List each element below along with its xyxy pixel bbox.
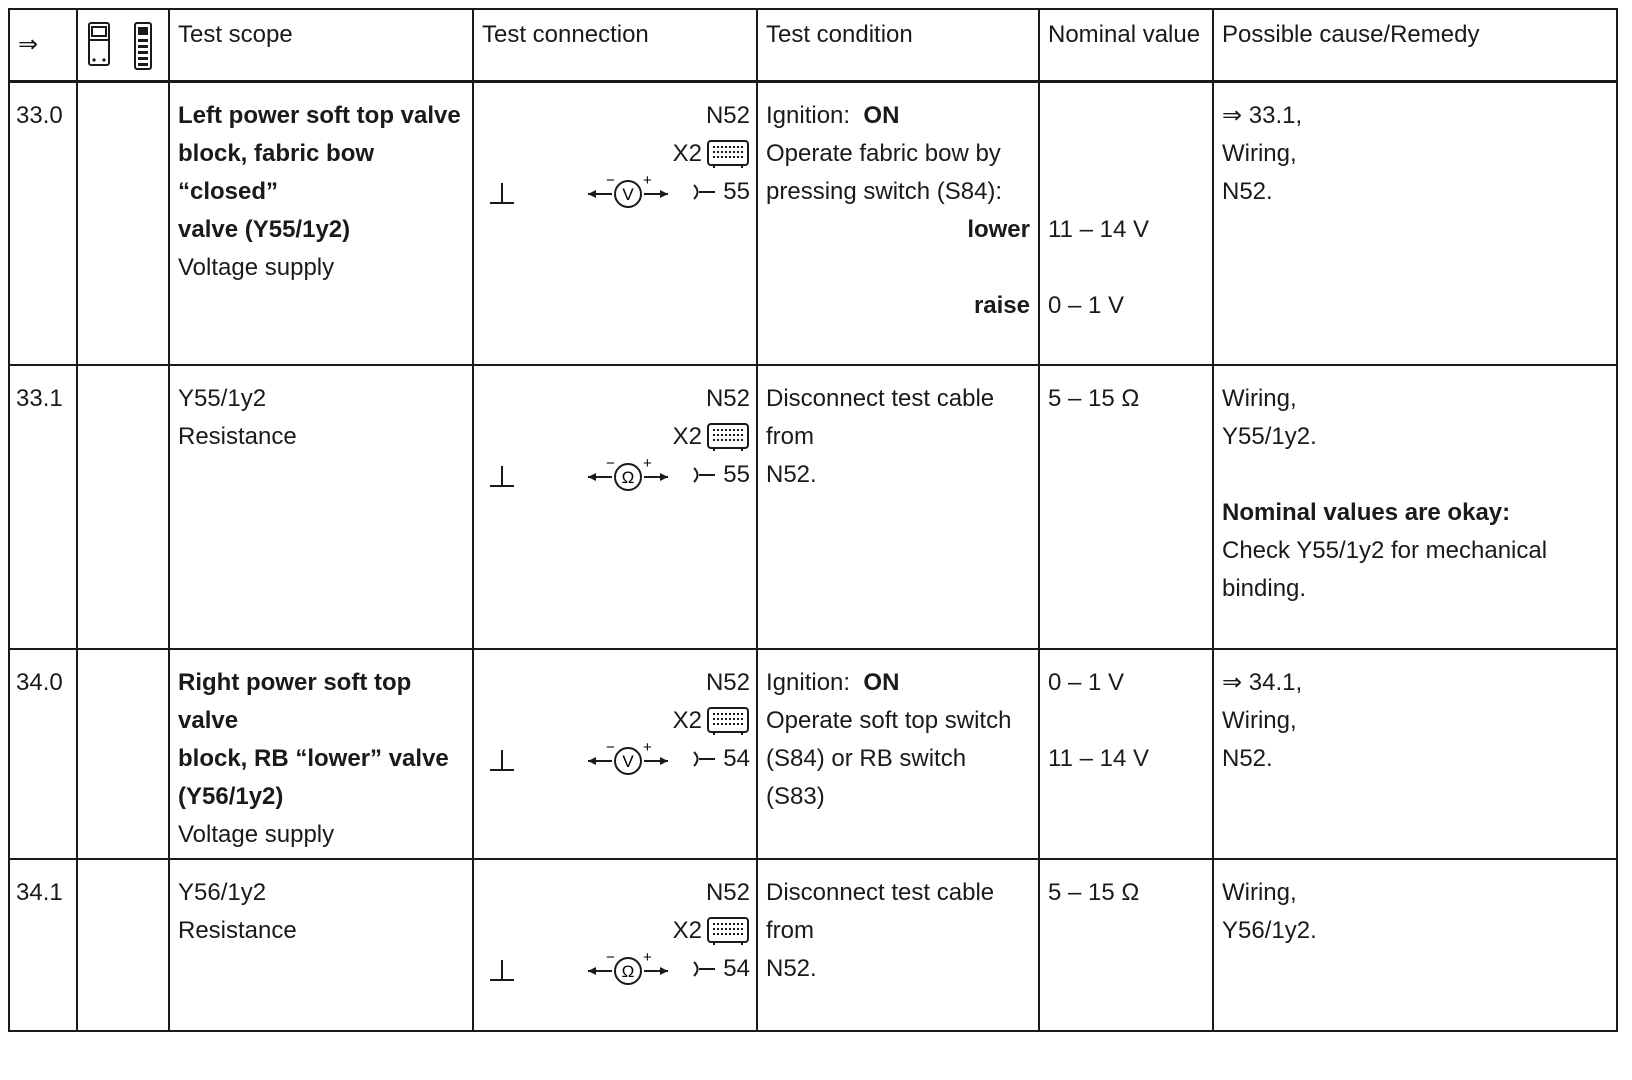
condition-line: Operate fabric bow by [766,139,1001,167]
condition-line: Disconnect test cable from [766,879,995,944]
scope-cell [169,365,473,649]
condition-line: (S84) or RB switch (S83) [766,745,967,810]
step-cell [9,649,77,859]
header-test-connection: Test connection [473,9,757,81]
condition-line: Operate soft top switch [766,707,1012,734]
scope-cell [169,81,473,365]
svg-text:+: + [643,174,652,189]
connection-cell [473,365,757,649]
nominal-value: 5 – 15 Ω [1048,385,1140,412]
remedy-line: Wiring, [1222,879,1297,906]
scope-title-line: block, RB “lower” valve [178,745,449,772]
remedy-note-heading: Nominal values are okay: [1222,499,1511,526]
nominal-cell [1039,859,1213,1031]
arrow-icon: ⇒ [18,31,39,58]
table-row [9,365,1617,649]
meter-symbol: V [622,184,634,204]
svg-text:−: − [606,952,615,966]
device-cell [77,859,169,1031]
pin-number: 55 [723,461,750,488]
scope-title-line: valve (Y55/1y2) [178,215,351,243]
module-label: N52 [705,879,750,906]
voltmeter-icon [586,175,670,211]
scope-subtitle: Resistance [178,423,297,450]
module-label: N52 [705,669,750,696]
condition-line: N52. [766,461,817,488]
nominal-value: 5 – 15 Ω [1048,879,1140,906]
remedy-line: Wiring, [1222,707,1297,734]
remedy-cell [1213,649,1617,859]
meter-symbol: Ω [621,468,635,487]
connector-label: X2 [672,917,702,944]
device-cell [77,81,169,365]
nominal-cell [1039,81,1213,365]
condition-line: N52. [766,955,817,982]
step-cell [9,81,77,365]
voltmeter-icon [586,742,670,778]
remedy-line: N52. [1222,177,1273,205]
ground-icon [488,956,516,986]
table-row [9,859,1617,1031]
nominal-value: 0 – 1 V [1048,291,1125,319]
remedy-line: binding. [1222,575,1307,602]
connector-icon [706,422,750,452]
scope-cell [169,859,473,1031]
remedy-line: ⇒ 33.1, [1222,101,1303,129]
scope-subtitle: Voltage supply [178,821,335,848]
step-number: 33.1 [16,385,63,412]
condition-cell [757,649,1039,859]
table-row [9,649,1617,859]
pin-number: 54 [723,955,750,982]
nominal-value: 0 – 1 V [1048,669,1125,696]
meter-symbol: Ω [621,962,635,981]
device-cell [77,365,169,649]
pin-icon [691,959,717,979]
step-cell [9,365,77,649]
connector-icon [706,139,750,169]
device-cell [77,649,169,859]
step-number: 34.1 [16,879,63,906]
handheld-tester-icon [132,22,154,70]
remedy-line: Wiring, [1222,385,1297,412]
scope-title-line: Left power soft top valve [178,101,461,129]
remedy-line: Wiring, [1222,139,1297,167]
remedy-line: Check Y55/1y2 for mechanical [1222,537,1548,564]
table-row [9,81,1617,365]
connector-label: X2 [672,139,702,167]
nominal-cell [1039,365,1213,649]
meter-symbol: V [622,752,634,771]
scope-title-line: (Y56/1y2) [178,783,284,810]
ground-icon [488,746,516,776]
ohmmeter-icon [586,458,670,494]
remedy-line: Y56/1y2. [1222,917,1317,944]
remedy-line: N52. [1222,745,1273,772]
nominal-value: 11 – 14 V [1048,745,1149,772]
header-icons-cell [77,9,169,81]
connection-cell [473,649,757,859]
condition-cell [757,365,1039,649]
ground-icon [488,462,516,492]
condition-sub-lower: lower [967,215,1030,243]
header-row [9,9,1617,81]
ohmmeter-icon [586,952,670,988]
header-possible-cause: Possible cause/Remedy [1213,9,1617,81]
connector-icon [706,706,750,736]
condition-line: pressing switch (S84): [766,177,1003,205]
condition-label: Ignition: [766,669,851,696]
step-number: 33.0 [16,101,63,129]
scope-subtitle: Resistance [178,917,297,944]
pin-number: 55 [723,177,750,205]
remedy-cell [1213,859,1617,1031]
scope-title-line: block, fabric bow “closed” [178,139,375,205]
condition-line: Disconnect test cable from [766,385,995,450]
step-number: 34.0 [16,669,63,696]
module-label: N52 [705,385,750,412]
ground-icon [488,179,516,209]
scope-title-line: Y55/1y2 [178,385,267,412]
svg-text:−: − [606,174,615,189]
remedy-line: ⇒ 34.1, [1222,669,1303,696]
module-label: N52 [705,101,750,129]
connector-label: X2 [672,423,702,450]
pin-icon [691,749,717,769]
condition-cell [757,81,1039,365]
header-test-scope: Test scope [169,9,473,81]
pin-number: 54 [723,745,750,772]
test-table [8,8,1618,1032]
connection-cell [473,859,757,1031]
ignition-state: ON [863,669,900,696]
connector-icon [706,916,750,946]
header-arrow-cell [9,9,77,81]
pin-icon [691,465,717,485]
header-test-condition: Test condition [757,9,1039,81]
nominal-cell [1039,649,1213,859]
svg-text:+: + [643,952,652,966]
header-nominal-value: Nominal value [1039,9,1213,81]
remedy-cell [1213,81,1617,365]
svg-text:−: − [606,458,615,472]
pin-icon [691,182,717,202]
step-cell [9,859,77,1031]
remedy-line: Y55/1y2. [1222,423,1317,450]
nominal-value: 11 – 14 V [1048,215,1149,243]
svg-text:+: + [643,458,652,472]
svg-text:+: + [643,742,652,756]
svg-text:−: − [606,742,615,756]
connection-cell [473,81,757,365]
scope-subtitle: Voltage supply [178,253,335,281]
scope-title-line: Right power soft top valve [178,669,412,734]
condition-label: Ignition: [766,101,851,129]
scope-title-line: Y56/1y2 [178,879,267,906]
condition-cell [757,859,1039,1031]
remedy-cell [1213,365,1617,649]
scope-cell [169,649,473,859]
multimeter-icon [88,22,110,66]
ignition-state: ON [863,101,900,129]
condition-sub-raise: raise [973,291,1030,319]
connector-label: X2 [672,707,702,734]
